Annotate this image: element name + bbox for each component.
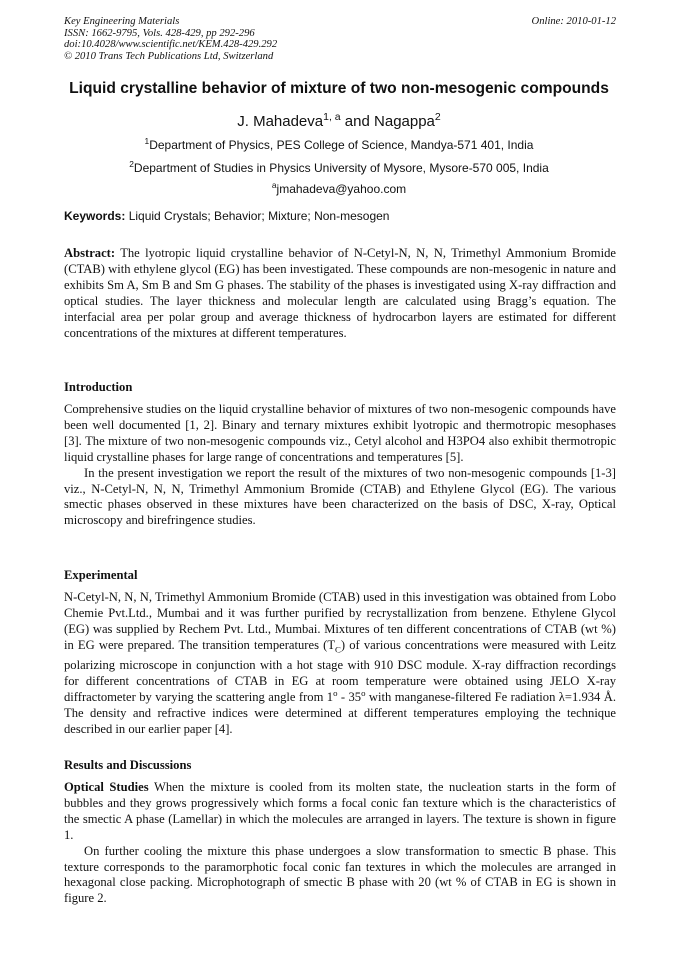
author-and: and [340, 113, 375, 130]
introduction-p1: Comprehensive studies on the liquid crystalline behavior of mixtures of two non-mesogenic compounds have been well documented [1, 2]. Binary and ternary mixtures exhibit lyotropic and thermotropic mesophases [3]. The mixture of two non-mesogenic compounds viz., Cetyl alcohol and H3PO4 also exhibit thermotropic liquid crystalline phases for large range of concentrations and temperatures [5]. [64, 402, 616, 464]
degree-2: o [361, 687, 366, 698]
keywords-label: Keywords: [64, 209, 126, 223]
results-p1-text: When the mixture is cooled from its molten state, the nucleation starts in the form of bubbles and they grows progressively which forms a focal conic fan texture which is the characteristics of the smectic A phase (Lamellar) in which the molecules are arranged in layers. The texture is shown in figure 1. [64, 780, 616, 842]
author-1-sup: 1, a [323, 111, 341, 123]
email-sup: a [271, 180, 277, 190]
email-link[interactable]: jmahadeva@yahoo.com [276, 182, 407, 196]
keywords-text: Liquid Crystals; Behavior; Mixture; Non-mesogen [125, 209, 390, 223]
degree-1: o [333, 687, 338, 698]
author-email [40, 182, 638, 196]
journal-header [64, 16, 616, 62]
experimental-text-a: N-Cetyl-N, N, N, Trimethyl Ammonium Bromide (CTAB) used in this investigation was obtained from Lobo Chemie Pvt.Ltd., Mumbai and it was further purified by recrystallization from benzene. Ethylene Glycol (EG) was supplied by Rechem Pvt. Ltd., Mumbai. Mixtures of ten different concentrations of CTAB (wt %) in EG were prepared. The transition temperatures (T [64, 590, 616, 652]
author-2: Nagappa [374, 113, 435, 130]
abstract [64, 246, 616, 341]
doi-line: doi:10.4028/www.scientific.net/KEM.428-429.292 [64, 39, 278, 51]
affiliation-2 [40, 161, 638, 175]
introduction-heading: Introduction [64, 380, 133, 394]
author-2-sup: 2 [434, 111, 441, 123]
author-1: J. Mahadeva [237, 113, 324, 130]
affiliation-1-text: Department of Physics, PES College of Science, Mandya-571 401, India [149, 138, 534, 152]
experimental-body [64, 590, 616, 738]
results-heading: Results and Discussions [64, 758, 192, 772]
issn-line: ISSN: 1662-9795, Vols. 428-429, pp 292-296 [64, 27, 255, 39]
affiliation-1-sup: 1 [144, 136, 150, 146]
abstract-label: Abstract: [64, 246, 116, 260]
online-date: Online: 2010-01-12 [531, 16, 616, 27]
keywords [64, 209, 616, 223]
affiliation-2-text: Department of Studies in Physics University of Mysore, Mysore-570 005, India [133, 161, 549, 175]
affiliation-1 [40, 138, 638, 152]
experimental-p1 [64, 590, 616, 738]
optical-studies-label: Optical Studies [64, 780, 149, 794]
author-line [40, 113, 638, 130]
introduction-p2: In the present investigation we report the result of the mixtures of two non-mesogenic compounds [1-3] viz., N-Cetyl-N, N, N, Trimethyl Ammonium Bromide (CTAB) and Ethylene Glycol (EG). The various smectic phases observed in these mixtures have been characterized on the basis of DSC, X-ray, Optical microscopy and birefringence studies. [64, 465, 616, 528]
tc-subscript: C [335, 644, 341, 655]
affiliation-2-sup: 2 [129, 159, 134, 169]
results-p1 [64, 780, 616, 844]
journal-name: Key Engineering Materials [64, 16, 180, 27]
introduction-body [64, 402, 616, 529]
copyright-line: © 2010 Trans Tech Publications Ltd, Switzerland [64, 50, 274, 62]
results-p2: On further cooling the mixture this phase undergoes a slow transformation to smectic B phase. This texture corresponds to the paramorphotic focal conic fan textures in which the molecules are arranged in hexagonal close packing. Microphotograph of smectic B phase with 20 (wt % of CTAB in EG is shown in figure 2. [64, 843, 616, 906]
abstract-text: The lyotropic liquid crystalline behavior of N-Cetyl-N, N, N, Trimethyl Ammonium Bromide (CTAB) with ethylene glycol (EG) has been investigated. These compounds are non-mesogenic in nature and exhibits Sm A, Sm B and Sm G phases. The stability of the phases is investigated using X-ray diffraction and optical studies. The layer thickness and molecular length are calculated using Bragg’s equation. The interfacial area per polar group and average thickness of hydrocarbon layers are estimated for different concentrations of the mixtures at different temperatures. [64, 246, 616, 340]
experimental-text-b: ) of various concentrations were measured with Leitz polarizing microscope in conjunction with a hot stage with 910 DSC module. X-ray diffraction recordings for different concentrations of CTAB in EG at room temperature were obtained using JELO X-ray diffractometer by varying the scattering angle from 1 [64, 637, 616, 704]
experimental-text-c: - 35 [337, 689, 362, 704]
paper-title: Liquid crystalline behavior of mixture of two non-mesogenic compounds [69, 80, 609, 97]
experimental-text-d: with manganese-filtered Fe radiation λ=1.934 Å. The density and refractive indices were determined at different temperatures employing the technique described in our earlier paper [4]. [64, 689, 616, 736]
results-body [64, 780, 616, 907]
experimental-heading: Experimental [64, 568, 138, 582]
